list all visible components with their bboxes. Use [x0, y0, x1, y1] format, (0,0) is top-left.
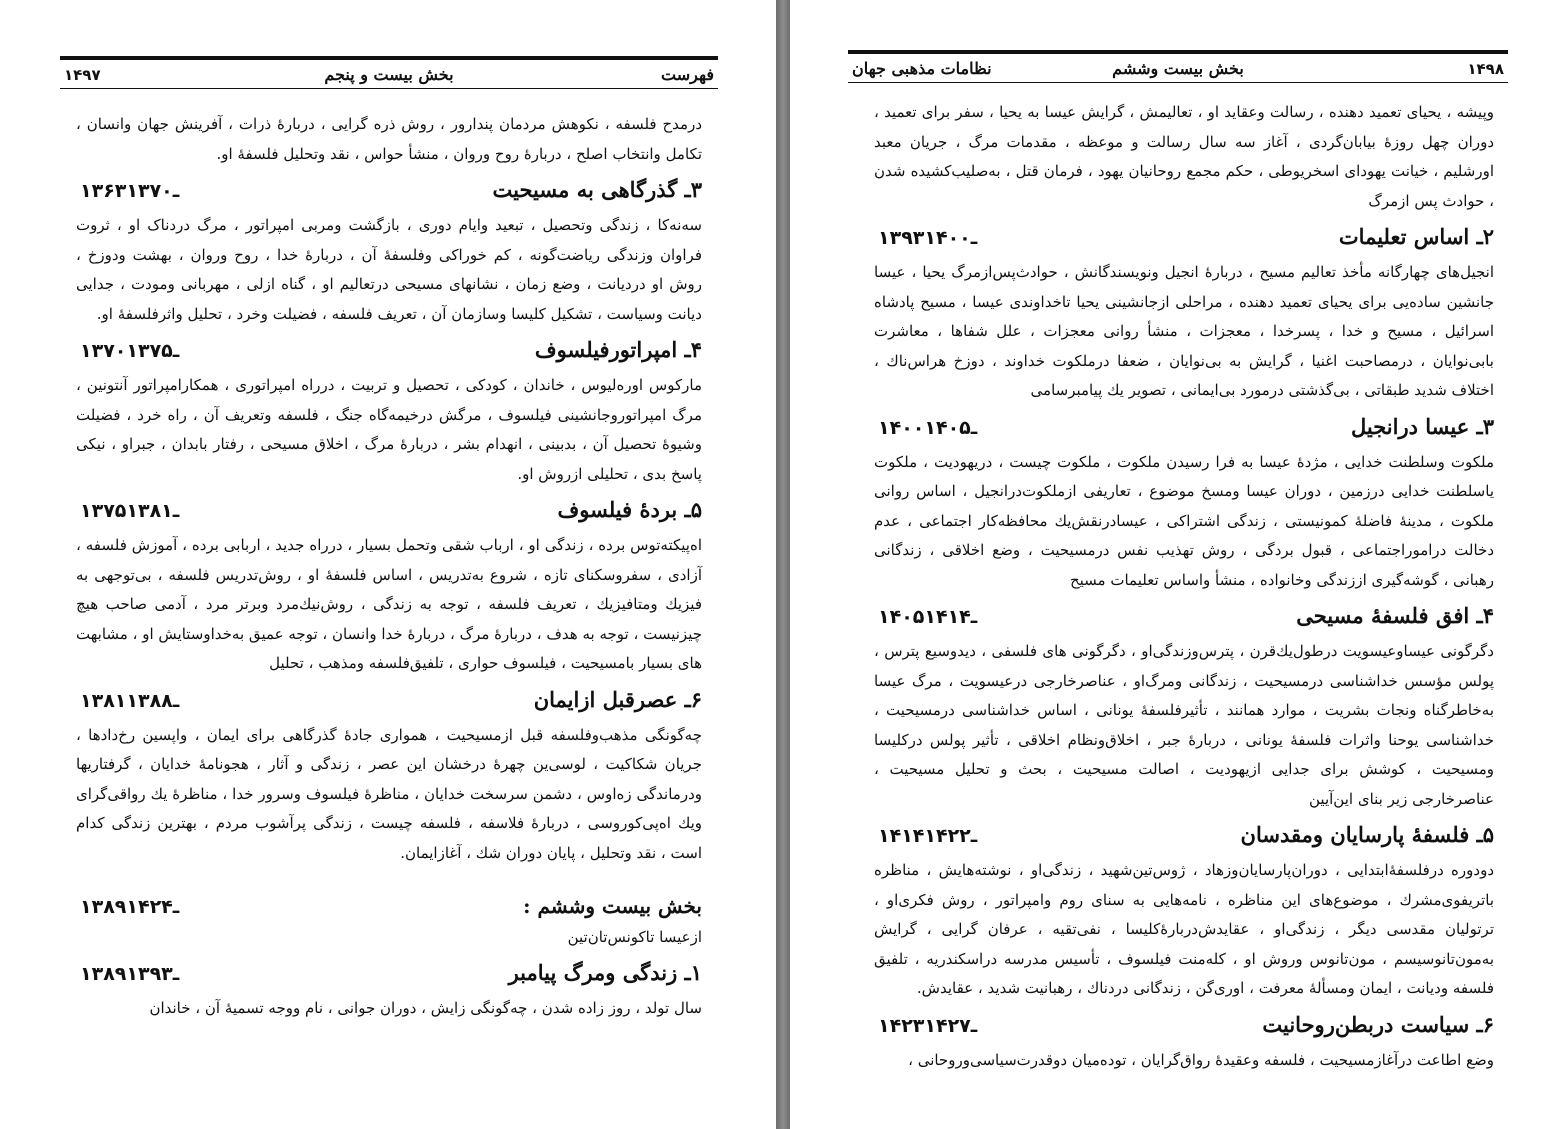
toc-entry	[874, 595, 1494, 814]
entry-body: دودوره درفلسفهٔ‌ابتدایی ، دوران‌پارسایان‌وزهاد ، ژوس‌تین‌شهید ، زندگی‌او ، نوشته‌هایش ، مناظره باتریفوی‌مشرك ، موضوع‌های این مناظره ، نامه‌هایی به سنای روم وامپراتور ، روش فکری‌او ، ترتولیان مقدسی دیگر ، زندگی‌او ، عقایدش‌دربارهٔ‌کلیسا ، نفی‌تقیه ، عرفان گرایی ، گرایش به‌مون‌تانوسیسم ، مون‌تانوس وروش او ، کلەمنت فیلسوف ، تأسیس مدرسه دراسکندریه ، تلفیق فلسفه ودیانت ، ایمان ومسألهٔ معرفت ، اوری‌گن ، زندگانی دردناك ، رهبانیت شدید ، عقایدش.	[874, 861, 1494, 997]
entry-title	[76, 679, 702, 721]
intro-paragraph: درمدح فلسفه ، نکوهش مردمان پندارور ، روش ذره گرایی ، دربارهٔ ذرات ، آفرینش جهان وانسان ، تکامل وانتخاب اصلح ، دربارهٔ روح وروان ، منشأ حواس ، نقد وتحلیل فلسفهٔ او.	[76, 115, 702, 163]
entry-heading: ۱ـ زندگی ومرگ پیامبر	[508, 960, 702, 985]
entry-body: وضع اطاعت درآغازمسیحیت ، فلسفه وعقیدهٔ رواق‌گرایان ، تودەمیان دوقدرت‌سیاسی‌وروحانی ،	[908, 1050, 1494, 1069]
part-page-range: ۱۳۸۹ـ۱۴۲۴	[80, 896, 180, 918]
entry-heading: ۴ـ امپراتورفیلسوف	[534, 337, 702, 362]
entry-title	[874, 595, 1494, 637]
entry-title	[76, 329, 702, 371]
running-title: بخش بیست و پنجم	[324, 65, 454, 84]
toc-entry	[76, 679, 702, 869]
header-rule-thin	[60, 88, 718, 89]
entry-body: دگرگونی عیساوعیسویت درطول‌یك‌قرن ، پترس‌وزندگی‌او ، دگرگونی های فلسفی ، دیدوسیع پترس ، پولس مؤسس خداشناسی درمسیحیت ، زندگانی ومرگ‌او ، عناصرخارجی درعیسویت ، مرگ عیسا به‌خاطرگناه ونجات بشریت ، موارد همانند ، تأثیرفلسفهٔ یونانی ، اساس خداشناسی درمسیحیت ، خداشناسی یوحنا واثرات فلسفهٔ یونانی ، دربارهٔ جبر ، اخلاق‌ونظام اخلاقی ، تأثیر پولس درکلیسا ومسیحیت ، کوشش برای جدایی ازیهودیت ، اصالت مسیحیت ، بحث و تحلیل مسیحیت ، عناصرخارجی زیر بنای این‌آیین	[874, 642, 1494, 808]
entry-title	[874, 814, 1494, 856]
entry-title	[76, 489, 702, 531]
entry-page-range: ۱۳۷۵ـ۱۳۸۱	[80, 500, 180, 522]
header-rule-thick	[848, 50, 1508, 54]
page-number: ۱۴۹۷	[64, 66, 101, 84]
running-label: نظامات مذهبی جهان	[852, 59, 992, 78]
toc-entry	[874, 406, 1494, 596]
entry-page-range: ۱۳۸۹ـ۱۳۹۳	[80, 963, 180, 985]
entry-body: انجیل‌های چهارگانه مأخذ تعالیم مسیح ، دربارهٔ انجیل ونویسندگانش ، حوادث‌پس‌ازمرگ یحیا ، عیسا جانشین ساده‌یی برای یحیای تعمید دهنده ، مراحلی ازجانشینی یحیا تاخداوندی عیسا ، مسیح پادشاه اسرائیل ، مسیح و خدا ، پسرخدا ، معجزات ، منشأ روانی معجزات ، علل شفاها ، معاشرت بابی‌نوایان ، درمصاحبت اغنیا ، گرایش به بی‌نوایان ، ضعفا درملکوت خداوند ، دوزخ هراس‌ناك ، اختلاف شدید طبقاتی ، بی‌گذشتی درمورد بی‌ایمانی ، تصویر یك پیامبرسامی	[874, 263, 1495, 399]
toc-entry	[874, 1004, 1494, 1076]
toc-entry	[76, 329, 702, 489]
left-content	[76, 110, 702, 1024]
part-heading: بخش بیست وششم :	[523, 894, 702, 918]
part-title	[76, 888, 702, 924]
entry-page-range: ۱۳۷۰ـ۱۳۷۵	[80, 340, 180, 362]
running-label: فهرست	[661, 65, 714, 84]
right-page	[790, 0, 1566, 1129]
header-rule-thick	[60, 56, 718, 60]
entry-page-range: ۱۳۸۱ـ۱۳۸۸	[80, 689, 180, 712]
entry-body: چه‌گونگی مذهب‌وفلسفه قبل ازمسیحیت ، هموارى جادهٔ گذرگاهی برای ایمان ، واپسین رخ‌دادها ، جریان شکاکیت ، لوسی‌ین چهرهٔ درخشان این عصر ، زندگی و آثار ، هجونامهٔ خدایان ، گرفتاریها ودرماندگی زەاوس ، دشمن سرسخت خدایان ، مناظرهٔ فیلسوف وسرور خدا ، مناظرهٔ یك رواقی‌گرای ویك اەپی‌کوروسی ، دربارهٔ فلاسفه ، فلسفه چیست ، زندگی پرآشوب مردم ، بهترین زندگی کدام است ، نقد وتحلیل ، پایان دوران شك ، آغازایمان.	[76, 725, 702, 862]
toc-entry	[874, 814, 1494, 1004]
entry-heading: ۲ـ اساس تعلیمات	[1338, 224, 1494, 249]
intro-paragraph: وپیشه ، یحیای تعمید دهنده ، رسالت وعقاید او ، تعالیمش ، گرایش عیسا به یحیا ، سفر برای تعمید ، دوران چهل روزهٔ بیابان‌گردی ، آغاز سه سال رسالت و موعظه ، مقدمات مرگ ، جریان معبد اورشلیم ، خیانت یهودای اسخریوطی ، حکم مجمع روحانیان یهود ، فرمان قتل ، به‌صلیب‌کشیده شدن ، حوادث پس ازمرگ	[874, 103, 1494, 210]
entry-page-range: ۱۳۶۳ـ۱۳۷۰	[80, 180, 180, 202]
entry-title	[874, 1004, 1494, 1046]
right-content	[874, 98, 1494, 1075]
toc-entry	[874, 216, 1494, 406]
toc-entry	[76, 489, 702, 679]
toc-entry	[76, 952, 702, 1024]
entry-body: اەپیکتەتوس برده ، زندگی او ، ارباب شقی وتحمل بسیار ، درراه جدید ، اربابی برده ، آموزش فلسفه ، آزادی ، سفروسکنای تازه ، شروع به‌تدریس ، اساس فلسفهٔ او ، روش‌تدریس فلسفه ، بی‌توجهی به فیزیك ومتافیزیك ، تعریف فلسفه ، توجه به زندگی ، روش‌نیك‌مرد وبرتر مرد ، آدمی صاحب هیچ چیزنیست ، توجه به هدف ، دربارهٔ مرگ ، دربارهٔ خدا وانسان ، توجه عمیق به‌خداوستایش او ، مشابهت های بسیار بامسیحیت ، فیلسوف حواری ، تلفیق‌فلسفه ومذهب ، تحلیل	[76, 536, 702, 672]
running-head	[848, 57, 1508, 81]
entry-heading: ۴ـ افق فلسفهٔ مسیحی	[1296, 603, 1494, 628]
entry-heading: ۳ـ عیسا درانجیل	[1350, 413, 1494, 439]
entry-title	[76, 952, 702, 994]
part-heading-block	[76, 888, 702, 950]
entry-heading: ۳ـ گذرگاهی به مسیحیت	[492, 177, 702, 202]
part-subtitle: ازعیسا تاکونس‌تان‌تین	[567, 928, 702, 946]
book-gutter	[776, 0, 790, 1129]
entry-page-range: ۱۴۰۵ـ۱۴۱۴	[878, 606, 978, 628]
entry-page-range: ۱۴۲۳ـ۱۴۲۷	[878, 1014, 978, 1037]
entry-page-range: ۱۳۹۳ـ۱۴۰۰	[878, 227, 978, 249]
entry-body: سال تولد ، روز زاده شدن ، چه‌گونگی زایش ، دوران جوانی ، نام ووجه تسمیهٔ آن ، خاندان	[149, 999, 702, 1017]
entry-heading: ۶ـ عصرقبل ازایمان	[533, 686, 702, 712]
page-number: ۱۴۹۸	[1467, 60, 1504, 78]
entry-title	[874, 216, 1494, 258]
entry-body: سه‌نه‌کا ، زندگی وتحصیل ، تبعید وایام دوری ، بازگشت ومربی امپراتور ، مرگ دردناک او ، ثروت فراوان وزندگی ریاضت‌گونه ، کم خوراکی وفلسفهٔ آن ، دربارهٔ خدا ، روح وروان ، بهشت ودوزخ ، روش او دردیانت ، وضع زمان ، نشانهای مسیحی درتعالیم او ، گناه ازلی ، مهربانی ومودت ، جدایی دیانت وسیاست ، تشکیل کلیسا وسازمان آن ، تعریف فلسفه ، فضیلت وخرد ، تحلیل واثرفلسفهٔ او.	[76, 216, 702, 323]
toc-entry	[76, 169, 702, 329]
entry-heading: ۵ـ بردهٔ فیلسوف	[557, 497, 702, 522]
entry-title	[76, 169, 702, 211]
running-title: بخش بیست وششم	[1112, 59, 1244, 78]
entry-body: ملکوت وسلطنت خدایی ، مژدهٔ عیسا به فرا رسیدن ملکوت ، ملکوت چیست ، دریهودیت ، ملکوت یاسلطنت خدایی درزمین ، دوران عیسا ومسخ موضوع ، تعاریفی ازملکوت‌درانجیل ، اساس روانی ملکوت ، مدینهٔ فاضلهٔ کمونیستی ، زندگی اشتراکی ، عیسادرنقش‌یك محافظه‌کار اجتماعی ، عدم دخالت درامور‌اجتماعی ، قبول بردگی ، روش تهذیب نفس درمسیحیت ، وضع اخلاقی ، زندگانی رهبانی ، گوشه‌گیری اززندگی وخانواده ، منشأ واساس تعلیمات مسیح	[874, 452, 1494, 589]
entry-page-range: ۱۴۰۰ـ۱۴۰۵	[878, 416, 978, 439]
left-page	[0, 0, 776, 1129]
entry-title	[874, 406, 1494, 448]
running-head	[60, 63, 718, 87]
header-rule-thin	[848, 82, 1508, 83]
entry-page-range: ۱۴۱۴ـ۱۴۲۲	[878, 825, 978, 847]
entry-body: مارکوس اورەلیوس ، خاندان ، کودکی ، تحصیل و تربیت ، درراه امپراتوری ، همکارامپراتور آنتونین ، مرگ امپراتوروجانشینی فیلسوف ، مرگش درخیمه‌گاه جنگ ، فلسفه وتعریف آن ، راه خرد ، فضیلت وشیوهٔ تحصیل آن ، بدبینی ، انهدام بشر ، دربارهٔ مرگ ، اخلاق مسیحی ، رفتار بابدان ، جبراو ، نیکی پاسخ بدی ، تحلیلی ازروش او.	[76, 376, 702, 483]
entry-heading: ۵ـ فلسفهٔ پارسایان ومقدسان	[1240, 822, 1494, 847]
entry-heading: ۶ـ سیاست دربطن‌روحانیت	[1262, 1011, 1494, 1037]
